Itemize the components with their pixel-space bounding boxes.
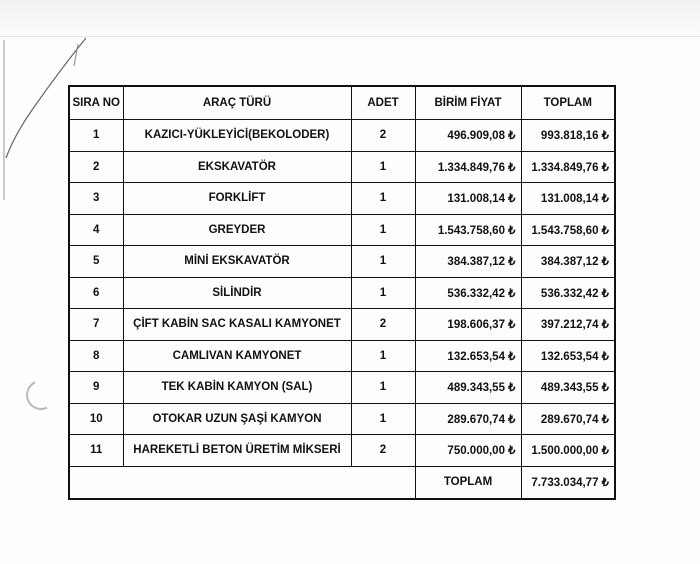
row-unit-price: 384.387,12 ₺: [415, 246, 521, 278]
punch-hole-mark: [22, 376, 60, 414]
row-unit-price: 198.606,37 ₺: [415, 309, 521, 341]
row-unit-price: 131.008,14 ₺: [415, 183, 521, 215]
row-vehicle-type: FORKLİFT: [123, 183, 351, 215]
row-no: 4: [69, 214, 123, 246]
row-unit-price: 750.000,00 ₺: [415, 435, 521, 467]
header-arac-turu: ARAÇ TÜRÜ: [123, 86, 351, 120]
table-row: [69, 309, 615, 341]
row-quantity: 1: [351, 214, 415, 246]
row-no: 11: [69, 435, 123, 467]
total-row: [69, 466, 615, 499]
row-total: 132.653,54 ₺: [521, 340, 615, 372]
row-no: 9: [69, 372, 123, 404]
row-no: 7: [69, 309, 123, 341]
row-quantity: 1: [351, 277, 415, 309]
row-vehicle-type: KAZICI-YÜKLEYİCİ(BEKOLODER): [123, 120, 351, 152]
table-header-row: [69, 86, 615, 120]
table-row: [69, 246, 615, 278]
row-unit-price: 132.653,54 ₺: [415, 340, 521, 372]
row-no: 5: [69, 246, 123, 278]
row-unit-price: 289.670,74 ₺: [415, 403, 521, 435]
table-row: [69, 403, 615, 435]
row-quantity: 2: [351, 309, 415, 341]
row-quantity: 1: [351, 340, 415, 372]
total-label: TOPLAM: [415, 466, 521, 499]
table-row: [69, 183, 615, 215]
row-total: 384.387,12 ₺: [521, 246, 615, 278]
table-row: [69, 120, 615, 152]
row-unit-price: 496.909,08 ₺: [415, 120, 521, 152]
row-total: 289.670,74 ₺: [521, 403, 615, 435]
header-sira-no: SIRA NO: [69, 86, 123, 120]
row-vehicle-type: EKSKAVATÖR: [123, 151, 351, 183]
header-adet: ADET: [351, 86, 415, 120]
row-vehicle-type: MİNİ EKSKAVATÖR: [123, 246, 351, 278]
row-vehicle-type: SİLİNDİR: [123, 277, 351, 309]
table-row: [69, 151, 615, 183]
table-row: [69, 214, 615, 246]
row-total: 1.543.758,60 ₺: [521, 214, 615, 246]
row-total: 1.334.849,76 ₺: [521, 151, 615, 183]
header-toplam: TOPLAM: [521, 86, 615, 120]
row-total: 397.212,74 ₺: [521, 309, 615, 341]
row-vehicle-type: ÇİFT KABİN SAC KASALI KAMYONET: [123, 309, 351, 341]
row-no: 8: [69, 340, 123, 372]
row-vehicle-type: GREYDER: [123, 214, 351, 246]
row-unit-price: 1.543.758,60 ₺: [415, 214, 521, 246]
row-vehicle-type: OTOKAR UZUN ŞAŞİ KAMYON: [123, 403, 351, 435]
row-total: 536.332,42 ₺: [521, 277, 615, 309]
row-unit-price: 536.332,42 ₺: [415, 277, 521, 309]
row-no: 2: [69, 151, 123, 183]
table-row: [69, 372, 615, 404]
row-total: 489.343,55 ₺: [521, 372, 615, 404]
table-row: [69, 435, 615, 467]
row-quantity: 1: [351, 403, 415, 435]
row-no: 6: [69, 277, 123, 309]
row-total: 993.818,16 ₺: [521, 120, 615, 152]
row-quantity: 1: [351, 246, 415, 278]
row-quantity: 1: [351, 151, 415, 183]
row-no: 3: [69, 183, 123, 215]
row-quantity: 1: [351, 183, 415, 215]
row-quantity: 1: [351, 372, 415, 404]
grand-total: 7.733.034,77 ₺: [521, 466, 615, 499]
row-quantity: 2: [351, 120, 415, 152]
row-vehicle-type: HAREKETLİ BETON ÜRETİM MİKSERİ: [123, 435, 351, 467]
row-no: 10: [69, 403, 123, 435]
table-row: [69, 277, 615, 309]
row-vehicle-type: TEK KABİN KAMYON (SAL): [123, 372, 351, 404]
scan-page-edge: [0, 36, 700, 37]
row-unit-price: 489.343,55 ₺: [415, 372, 521, 404]
row-total: 1.500.000,00 ₺: [521, 435, 615, 467]
table-row: [69, 340, 615, 372]
total-row-blank: [69, 466, 415, 499]
vehicle-price-table: [68, 85, 616, 500]
row-total: 131.008,14 ₺: [521, 183, 615, 215]
header-birim-fiyat: BİRİM FİYAT: [415, 86, 521, 120]
row-no: 1: [69, 120, 123, 152]
row-unit-price: 1.334.849,76 ₺: [415, 151, 521, 183]
row-quantity: 2: [351, 435, 415, 467]
row-vehicle-type: CAMLIVAN KAMYONET: [123, 340, 351, 372]
scan-top-band: [0, 0, 700, 32]
